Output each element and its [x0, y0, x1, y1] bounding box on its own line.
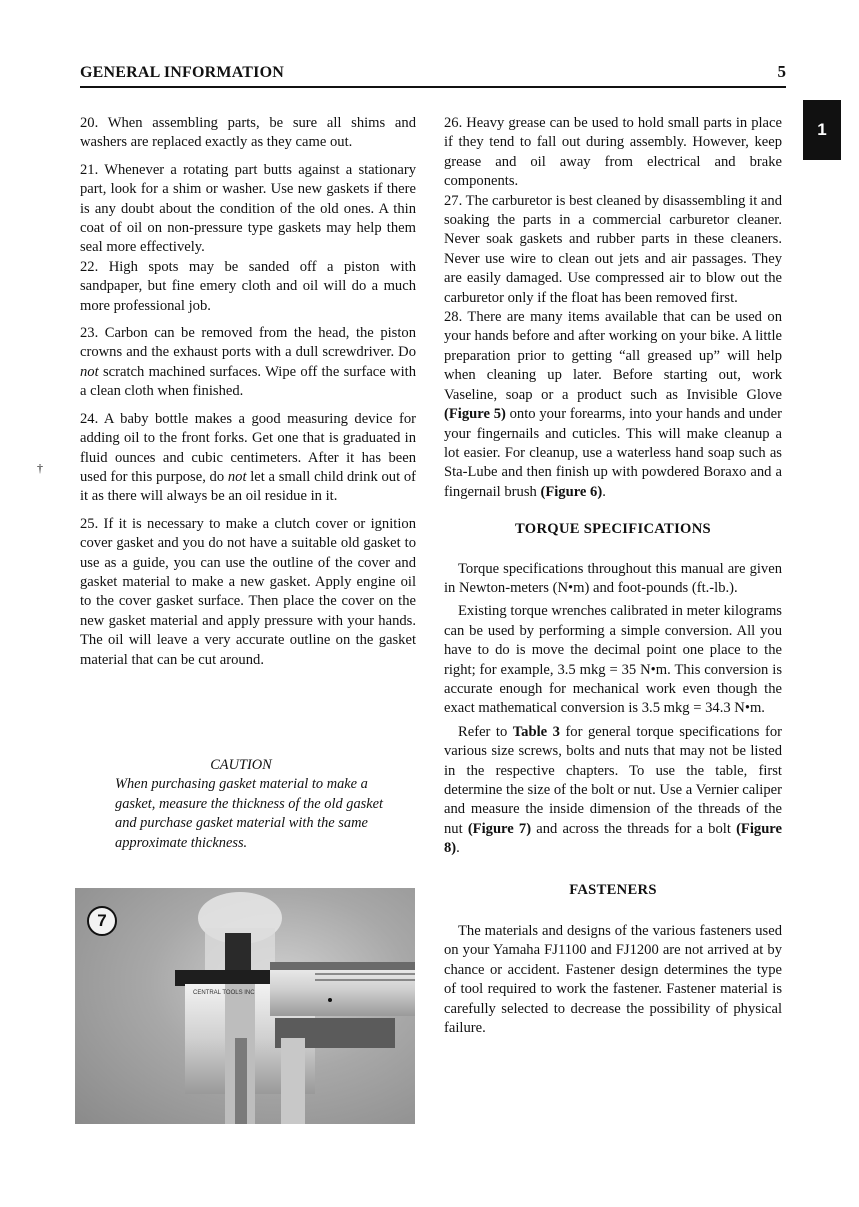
caution-text: When purchasing gasket material to make a gasket, measure the thickness of the old gasket and purchase gasket material with the same approximate thickness. [115, 776, 384, 851]
paragraph-20: 20. When assembling parts, be sure all shims and washers are replaced exactly as they came out. [80, 115, 416, 151]
paragraph-26: 26. Heavy grease can be used to hold small parts in place if they tend to fall out during assembly. However, keep grease and oil away from electrical and brake components. [444, 115, 782, 190]
paragraph-24: 24. A baby bottle makes a good measuring device for adding oil to the front forks. Get one that is graduated in fluid ounces and cubic centimeters. After it has been used for this purpose, do not let a small child drink out of it as there will always be an oil residue in it. [80, 410, 416, 505]
torque-paragraph-2: Existing torque wrenches calibrated in meter kilograms can be used by performing a simple conversion. All you have to do is move the decimal point one place to the right; for example, 3.5 mkg = 35 N•m. This conversion is accurate enough for mechanical work even though the exact mathematical conversion is 3.5 mkg = 34.3 N•m. [444, 603, 782, 717]
header-divider [80, 86, 786, 88]
page-header [80, 60, 786, 88]
fasteners-paragraph-1: The materials and designs of the various fasteners used on your Yamaha FJ1100 and FJ1200 are not arrived at by chance or accident. Fastener design determines the type of tool required to work the fastener. Fastener material is carefully selected to decrease the possibility of physical failure. [444, 923, 782, 1037]
page-number: 5 [777, 62, 786, 81]
paragraph-23: 23. Carbon can be removed from the head, the piston crowns and the exhaust ports with a dull screwdriver. Do not scratch machined surfaces. Wipe off the surface with a clean cloth when finished. [80, 325, 416, 400]
left-column [80, 114, 416, 678]
figure-number: 7 [87, 906, 117, 936]
caution-title: CAUTION [210, 757, 272, 773]
paragraph-25: 25. If it is necessary to make a clutch cover or ignition cover gasket and you do not have a suitable old gasket to use as a guide, you can use the outline of the cover and gasket material to make a new gasket. Apply engine oil to the cover gasket surface. Then place the cover on the new gasket material and apply pressure with your hands. The oil will leave a very accurate outline on the gasket material that can be cut around. [80, 515, 416, 668]
margin-mark: † [37, 461, 43, 475]
caliper-brand-label: CENTRAL TOOLS INC [193, 990, 255, 996]
right-column [444, 114, 782, 1046]
vernier-caliper-image [75, 888, 415, 1124]
paragraph-28: 28. There are many items available that can be used on your hands before and after working on your bike. A little preparation prior to getting “all greased up” will help when cleaning up later. Before starting out, work Vaseline, soap or a product such as Invisible Glove (Figure 5) onto your forearms, into your hands and under your fingernails and cuticles. This will make cleanup a lot easier. For cleanup, use a waterless hand soap such as Sta-Lube and then finish up with powdered Boraxo and a fingernail brush (Figure 6). [444, 309, 782, 500]
fasteners-heading: FASTENERS [569, 881, 657, 898]
torque-paragraph-3: Refer to Table 3 for general torque specifications for various size screws, bolts and nuts that may not be listed in the respective chapters. To use the table, first determine the size of the bolt or nut. Use a Vernier caliper and measure the inside dimension of the threads of the nut (Figure 7) and across the threads for a bolt (Figure 8). [444, 723, 782, 857]
figure-7-photo [75, 888, 415, 1124]
chapter-tab: 1 [803, 100, 841, 160]
torque-paragraph-1: Torque specifications throughout this manual are given in Newton-meters (N•m) and foot-pounds (ft.-lb.). [444, 560, 782, 596]
paragraph-27: 27. The carburetor is best cleaned by disassembling it and soaking the parts in a commercial carburetor cleaner. Never soak gaskets and rubber parts in these cleaners. Never use wire to clean out jets and air passages. They are easily damaged. Use compressed air to blow out the carburetor only if the float has been removed first. [444, 192, 782, 306]
paragraph-22: 22. High spots may be sanded off a piston with sandpaper, but fine emery cloth and oil will do a much more professional job. [80, 258, 416, 314]
paragraph-21: 21. Whenever a rotating part butts against a stationary part, look for a shim or washer. Use new gaskets if there is any doubt about the condition of the old ones. A thin coat of oil on non-pressure type gaskets may help them seal more effectively. [80, 161, 416, 256]
caution-box [115, 756, 387, 853]
torque-specifications-heading: TORQUE SPECIFICATIONS [515, 521, 711, 538]
section-title: GENERAL INFORMATION [80, 64, 284, 81]
